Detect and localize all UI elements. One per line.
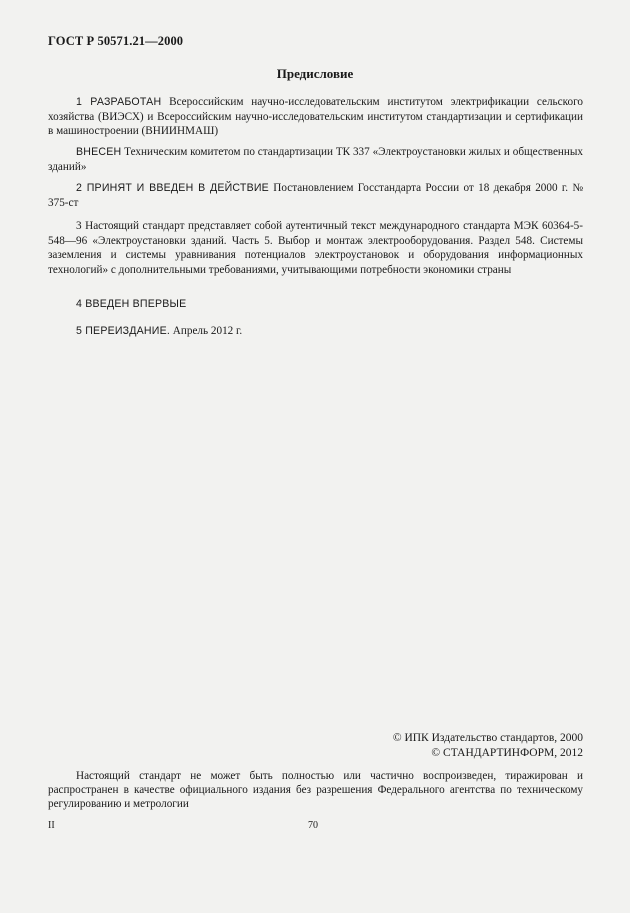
paragraph-lead: ВНЕСЕН xyxy=(76,146,122,158)
paragraph-introduced xyxy=(48,145,583,174)
copyright-standartinform: © СТАНДАРТИНФОРМ, 2012 xyxy=(431,747,583,759)
paragraph-adopted xyxy=(48,181,583,210)
paragraph-lead: 2 ПРИНЯТ И ВВЕДЕН В ДЕЙСТВИЕ xyxy=(76,182,269,194)
paragraph-reissue xyxy=(48,324,583,339)
page-roman-numeral: II xyxy=(48,820,55,831)
paragraph-text: Всероссийским научно-исследовательским институтом электрификации сельского хозяйства (ВИЭСХ) и Всероссийским научно-исследовательским институтом стандартизации и сертификации в машиностроении (ВНИИНМАШ) xyxy=(48,96,583,137)
copyright-ipk: © ИПК Издательство стандартов, 2000 xyxy=(392,732,583,744)
paragraph-text: 3 Настоящий стандарт представляет собой аутентичный текст международного стандарта МЭК 60364-5-548—96 «Электроустановки зданий. Часть 5. Выбор и монтаж электрооборудования. Раздел 548. Системы заземления и системы уравнивания потенциалов электроустановок и оборудования информационных технологий» с дополнительными требованиями, учитывающими потребности экономики страны xyxy=(48,220,583,276)
paragraph-text: Апрель 2012 г. xyxy=(169,325,243,337)
document-code: ГОСТ Р 50571.21—2000 xyxy=(48,34,184,48)
paragraph-lead: 4 ВВЕДЕН ВПЕРВЫЕ xyxy=(76,298,187,310)
paragraph-text: Техническим комитетом по стандартизации ТК 337 «Электроустановки жилых и общественных зданий» xyxy=(48,146,583,173)
paragraph-standard-text xyxy=(48,219,583,277)
paragraph-lead: 5 ПЕРЕИЗДАНИЕ. xyxy=(76,325,170,337)
page-number: 70 xyxy=(308,820,318,831)
paragraph-first-introduced xyxy=(48,297,583,312)
reproduction-notice: Настоящий стандарт не может быть полностью или частично воспроизведен, тиражирован и распространен в качестве официального издания без разрешения Федерального агентства по техническому регулированию и метрологии xyxy=(48,770,583,810)
paragraph-lead: 1 РАЗРАБОТАН xyxy=(76,96,162,108)
paragraph-text: Постановлением Госстандарта России от 18 декабря 2000 г. № 375-ст xyxy=(48,182,583,209)
paragraph-developed xyxy=(48,95,583,139)
section-title: Предисловие xyxy=(276,66,354,81)
